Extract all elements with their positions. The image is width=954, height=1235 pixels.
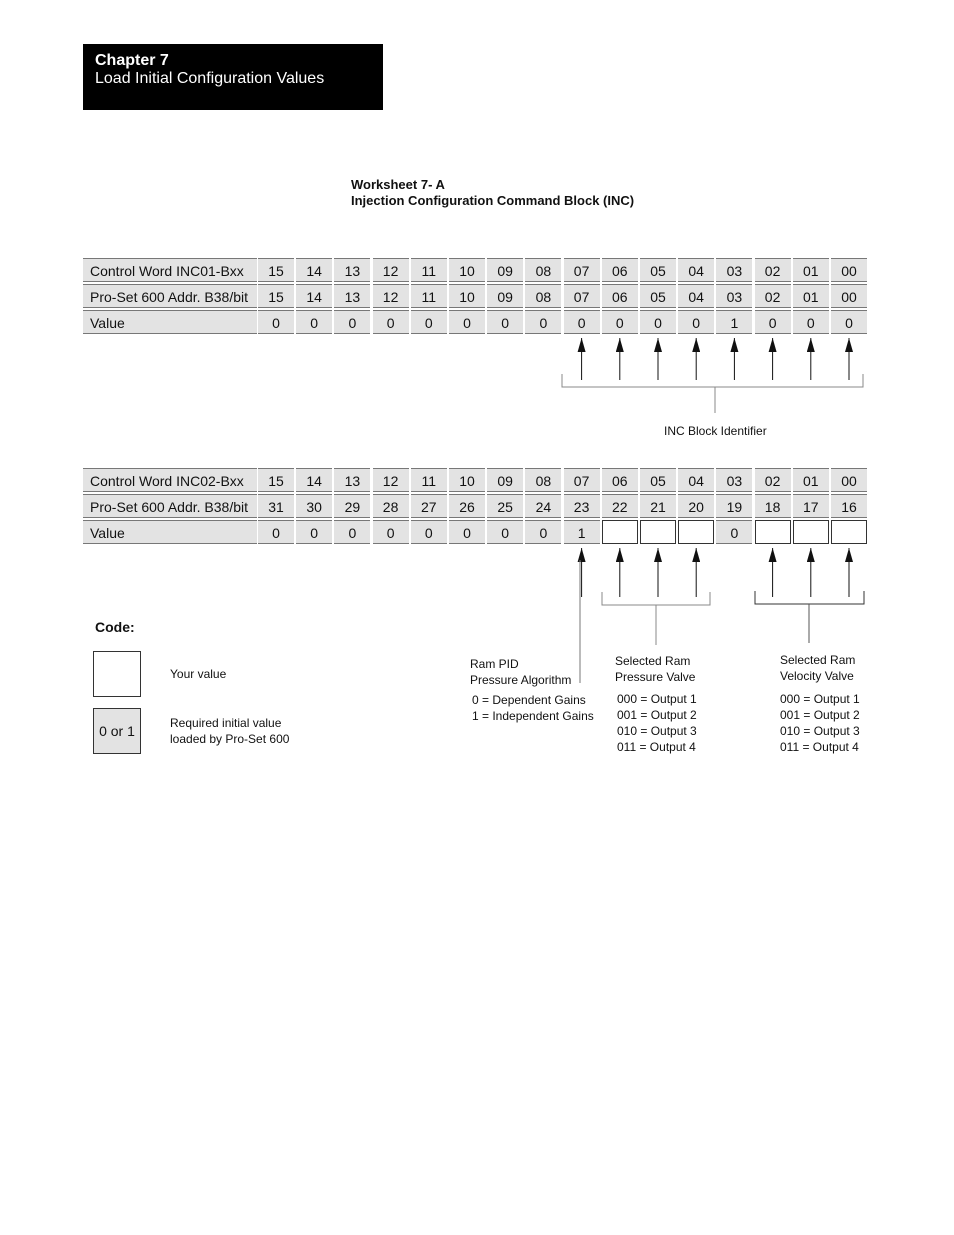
pressure-valve-option: 001 = Output 2 <box>617 708 697 722</box>
ram-pid-title <box>470 656 571 688</box>
chapter-number: Chapter 7 <box>95 52 169 69</box>
bit-cell: 0 <box>525 520 561 544</box>
ram-pid-title-2: Pressure Algorithm <box>470 673 572 687</box>
bit-cell: 13 <box>334 258 370 282</box>
worksheet-number: Worksheet 7- A <box>351 177 445 192</box>
bit-cell: 18 <box>755 494 791 518</box>
bit-cell: 0 <box>564 310 600 334</box>
row-label: Pro-Set 600 Addr. B38/bit <box>83 494 257 518</box>
bit-cell: 05 <box>640 284 676 308</box>
bit-cell: 31 <box>258 494 294 518</box>
bit-cell: 0 <box>258 520 294 544</box>
row-label: Value <box>83 520 257 544</box>
pressure-valve-options <box>617 691 697 755</box>
pressure-valve-title-1: Selected Ram <box>615 654 691 668</box>
ram-pid-options <box>472 692 594 724</box>
bit-cell: 23 <box>564 494 600 518</box>
bit-cell: 0 <box>525 310 561 334</box>
pressure-valve-title <box>615 653 695 685</box>
bit-cell: 13 <box>334 284 370 308</box>
bit-cell: 11 <box>411 284 447 308</box>
bit-cell: 03 <box>716 284 752 308</box>
bit-cell: 0 <box>449 520 485 544</box>
bracket-lines <box>562 374 864 683</box>
bit-cell: 28 <box>373 494 409 518</box>
bit-cell: 21 <box>640 494 676 518</box>
bit-cell: 0 <box>831 310 867 334</box>
your-value-swatch <box>93 651 141 697</box>
pressure-valve-option: 000 = Output 1 <box>617 692 697 706</box>
bit-cell: 07 <box>564 284 600 308</box>
bit-cell: 14 <box>296 284 332 308</box>
bit-cell: 1 <box>716 310 752 334</box>
bit-cell: 13 <box>334 468 370 492</box>
bit-cell: 08 <box>525 258 561 282</box>
bit-cell: 11 <box>411 258 447 282</box>
velocity-valve-title-2: Velocity Valve <box>780 669 854 683</box>
velocity-valve-options <box>780 691 860 755</box>
bit-cell: 30 <box>296 494 332 518</box>
code-title: Code: <box>95 619 135 635</box>
your-value-label: Your value <box>170 667 227 681</box>
row-label: Value <box>83 310 257 334</box>
bit-cell: 04 <box>678 468 714 492</box>
bit-cell: 0 <box>334 520 370 544</box>
bit-cell: 08 <box>525 284 561 308</box>
bit-cell: 29 <box>334 494 370 518</box>
ram-pid-option: 0 = Dependent Gains <box>472 693 586 707</box>
bit-cell: 0 <box>334 310 370 334</box>
required-line-2: loaded by Pro-Set 600 <box>170 732 290 746</box>
required-value-swatch: 0 or 1 <box>93 708 141 754</box>
velocity-valve-option: 001 = Output 2 <box>780 708 860 722</box>
bit-cell: 10 <box>449 284 485 308</box>
ram-pid-option: 1 = Independent Gains <box>472 709 594 723</box>
bit-cell: 0 <box>411 310 447 334</box>
velocity-valve-title-1: Selected Ram <box>780 653 856 667</box>
velocity-valve-title <box>780 652 855 684</box>
bit-cell: 0 <box>716 520 752 544</box>
bit-cell: 01 <box>793 284 829 308</box>
bit-cell: 11 <box>411 468 447 492</box>
required-value-label <box>170 715 289 747</box>
bit-cell: 0 <box>296 520 332 544</box>
bit-cell: 0 <box>793 310 829 334</box>
bit-cell: 03 <box>716 468 752 492</box>
velocity-valve-bracket <box>755 591 864 604</box>
required-line-1: Required initial value <box>170 716 282 730</box>
row-label: Control Word INC02-Bxx <box>83 468 257 492</box>
bit-cell: 02 <box>755 468 791 492</box>
bit-cell: 17 <box>793 494 829 518</box>
bit-cell: 00 <box>831 258 867 282</box>
bit-cell: 04 <box>678 284 714 308</box>
bit-cell: 24 <box>525 494 561 518</box>
bit-cell: 1 <box>564 520 600 544</box>
bit-cell: 04 <box>678 258 714 282</box>
bit-cell: 0 <box>296 310 332 334</box>
bit-cell: 12 <box>373 284 409 308</box>
bit-cell: 20 <box>678 494 714 518</box>
inc02-arrows <box>582 548 849 597</box>
bit-cell: 07 <box>564 468 600 492</box>
bit-cell: 06 <box>602 284 638 308</box>
bit-cell: 00 <box>831 468 867 492</box>
ram-pid-title-1: Ram PID <box>470 657 519 671</box>
bit-cell: 07 <box>564 258 600 282</box>
inc01-arrows <box>582 338 849 380</box>
bit-cell: 15 <box>258 258 294 282</box>
bit-cell: 01 <box>793 468 829 492</box>
bit-cell: 10 <box>449 258 485 282</box>
bit-cell: 14 <box>296 258 332 282</box>
pressure-valve-bracket <box>602 592 710 605</box>
bit-cell: 06 <box>602 468 638 492</box>
velocity-valve-option: 011 = Output 4 <box>780 740 859 754</box>
bit-cell: 0 <box>411 520 447 544</box>
worksheet-subtitle: Injection Configuration Command Block (INC) <box>351 193 635 208</box>
bit-cell: 0 <box>602 310 638 334</box>
bit-cell: 0 <box>487 310 523 334</box>
bit-cell: 09 <box>487 468 523 492</box>
bit-cell: 03 <box>716 258 752 282</box>
pressure-valve-option: 010 = Output 3 <box>617 724 697 738</box>
bit-cell: 0 <box>449 310 485 334</box>
bit-cell: 16 <box>831 494 867 518</box>
bit-cell: 0 <box>373 520 409 544</box>
bit-cell: 25 <box>487 494 523 518</box>
bit-cell: 22 <box>602 494 638 518</box>
bit-cell: 02 <box>755 284 791 308</box>
bit-cell: 0 <box>678 310 714 334</box>
row-label: Control Word INC01-Bxx <box>83 258 257 282</box>
bit-cell: 02 <box>755 258 791 282</box>
bit-cell: 0 <box>487 520 523 544</box>
velocity-valve-option: 000 = Output 1 <box>780 692 860 706</box>
inc-block-bracket <box>562 374 863 387</box>
bit-cell: 09 <box>487 284 523 308</box>
bit-cell: 0 <box>755 310 791 334</box>
velocity-valve-option: 010 = Output 3 <box>780 724 860 738</box>
bit-cell: 14 <box>296 468 332 492</box>
bit-cell: 09 <box>487 258 523 282</box>
bit-cell: 06 <box>602 258 638 282</box>
bit-cell: 12 <box>373 258 409 282</box>
bit-cell: 10 <box>449 468 485 492</box>
pressure-valve-option: 011 = Output 4 <box>617 740 696 754</box>
bit-cell: 0 <box>373 310 409 334</box>
bit-cell: 0 <box>640 310 676 334</box>
bit-cell: 0 <box>258 310 294 334</box>
row-label: Pro-Set 600 Addr. B38/bit <box>83 284 257 308</box>
chapter-title: Load Initial Configuration Values <box>95 70 325 87</box>
bit-cell: 01 <box>793 258 829 282</box>
bit-cell: 08 <box>525 468 561 492</box>
bit-cell: 27 <box>411 494 447 518</box>
bit-cell: 15 <box>258 284 294 308</box>
bit-cell: 05 <box>640 468 676 492</box>
bit-cell: 26 <box>449 494 485 518</box>
bit-cell: 19 <box>716 494 752 518</box>
bit-cell: 12 <box>373 468 409 492</box>
inc-block-identifier: INC Block Identifier <box>664 424 767 438</box>
bit-cell: 00 <box>831 284 867 308</box>
bit-cell: 15 <box>258 468 294 492</box>
bit-cell: 05 <box>640 258 676 282</box>
pressure-valve-title-2: Pressure Valve <box>615 670 696 684</box>
